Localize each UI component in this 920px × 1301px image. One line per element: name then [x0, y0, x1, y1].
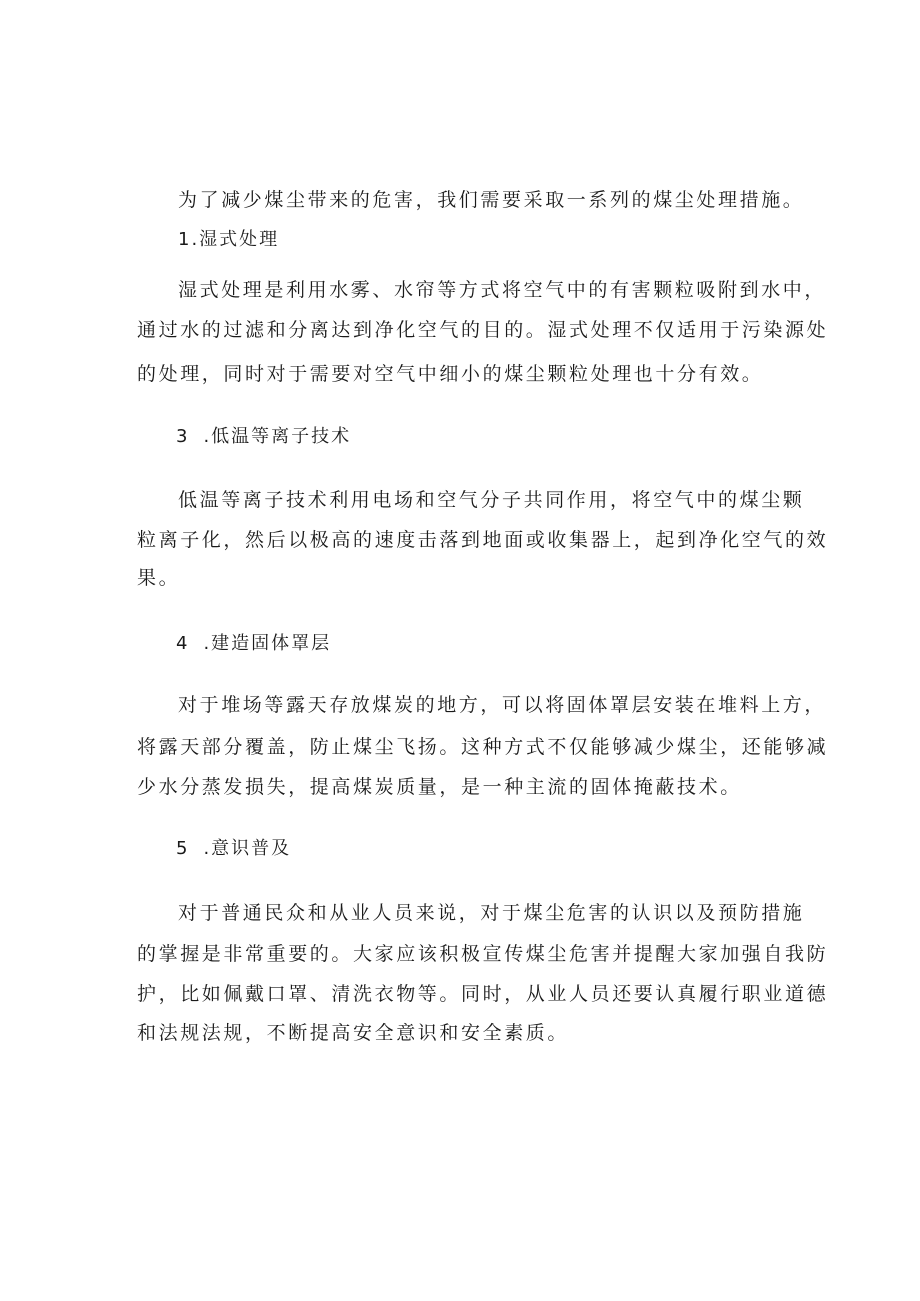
paragraph-line: 对于普通民众和从业人员来说，对于煤尘危害的认识以及预防措施	[178, 902, 805, 924]
paragraph-line: 的处理，同时对于需要对空气中细小的煤尘颗粒处理也十分有效。	[137, 363, 764, 385]
section-heading-plasma	[176, 425, 351, 449]
section-heading-awareness	[176, 837, 291, 861]
paragraph-line: 低温等离子技术利用电场和空气分子共同作用，将空气中的煤尘颗	[178, 489, 805, 511]
section-heading-cover-layer	[176, 632, 331, 656]
paragraph-line: 对于堆场等露天存放煤炭的地方，可以将固体罩层安装在堆料上方，	[178, 694, 827, 716]
paragraph-line: 果。	[137, 567, 181, 589]
paragraph-line: 护，比如佩戴口罩、清洗衣物等。同时，从业人员还要认真履行职业道德	[137, 983, 829, 1005]
paragraph-line: 和法规法规，不断提高安全意识和安全素质。	[137, 1022, 570, 1044]
section-number: 5	[176, 838, 190, 859]
paragraph-line: 少水分蒸发损失，提高煤炭质量，是一种主流的固体掩蔽技术。	[137, 776, 742, 798]
paragraph-line: 的掌握是非常重要的。大家应该积极宣传煤尘危害并提醒大家加强自我防	[137, 943, 829, 965]
section-number: 4	[176, 633, 190, 654]
paragraph-line: 粒离子化，然后以极高的速度击落到地面或收集器上，起到净化空气的效	[137, 529, 829, 551]
section-title: .低温等离子技术	[203, 426, 352, 447]
paragraph-line: 将露天部分覆盖，防止煤尘飞扬。这种方式不仅能够减少煤尘，还能够减	[137, 736, 829, 758]
intro-paragraph: 为了减少煤尘带来的危害，我们需要采取一系列的煤尘处理措施。	[178, 189, 805, 211]
section-heading-wet-processing: 1.湿式处理	[178, 229, 280, 250]
section-title: .建造固体罩层	[203, 633, 332, 654]
paragraph-line: 通过水的过滤和分离达到净化空气的目的。湿式处理不仅适用于污染源处	[137, 319, 829, 341]
section-number: 3	[176, 426, 190, 447]
paragraph-line: 湿式处理是利用水雾、水帘等方式将空气中的有害颗粒吸附到水中，	[178, 279, 827, 301]
section-title: .意识普及	[203, 838, 292, 859]
